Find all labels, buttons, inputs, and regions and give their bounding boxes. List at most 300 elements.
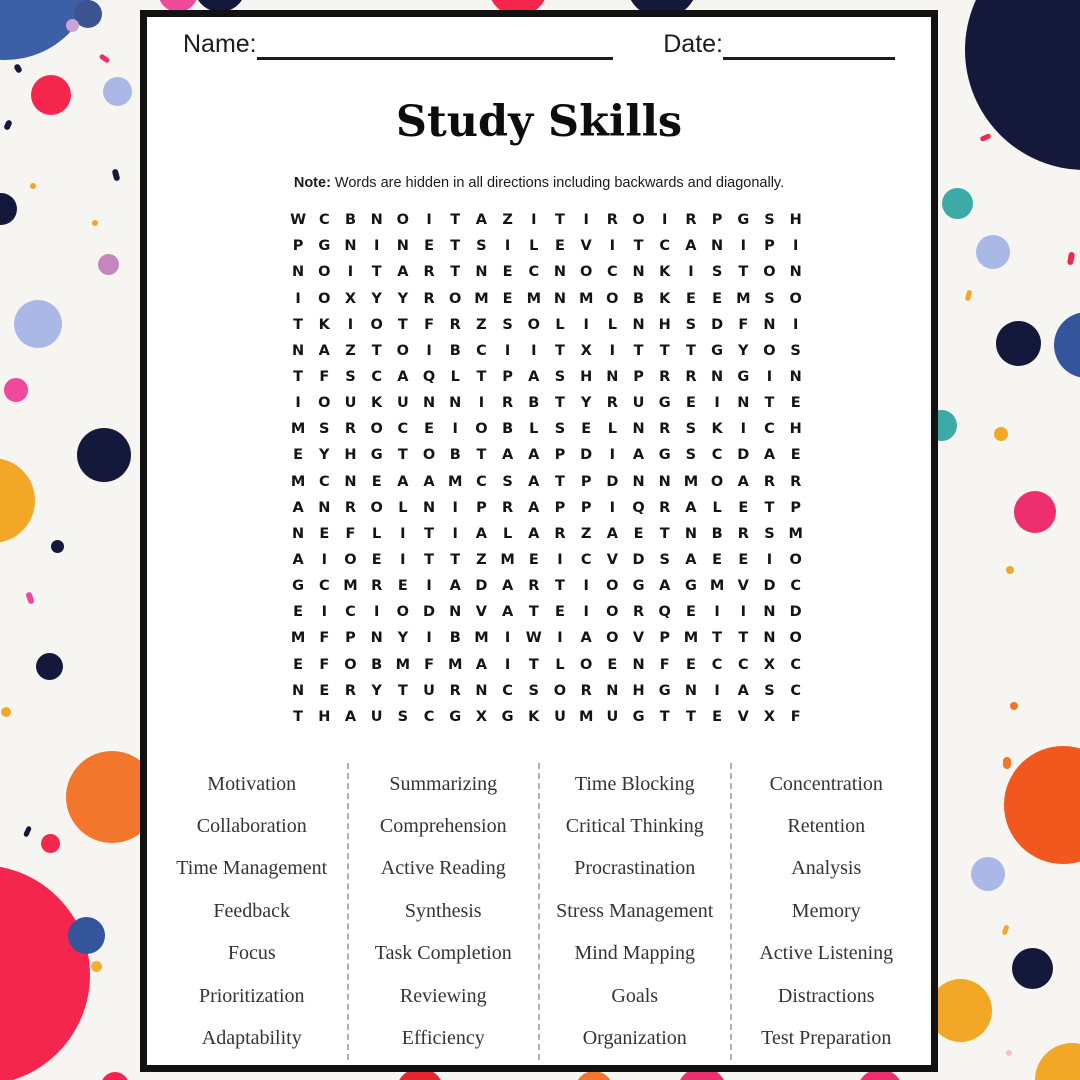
grid-letter[interactable]: O (318, 264, 331, 281)
grid-letter[interactable]: E (633, 525, 644, 542)
grid-letter[interactable]: C (659, 238, 671, 255)
grid-letter[interactable]: W (525, 630, 542, 647)
grid-letter[interactable]: I (557, 552, 563, 569)
grid-letter[interactable]: F (659, 656, 670, 673)
grid-letter[interactable]: A (737, 682, 749, 699)
grid-letter[interactable]: R (685, 369, 697, 386)
grid-letter[interactable]: I (714, 682, 720, 699)
grid-letter[interactable]: S (685, 447, 697, 464)
grid-letter[interactable]: S (502, 473, 513, 490)
grid-letter[interactable]: O (606, 604, 619, 621)
grid-letter[interactable]: D (423, 604, 436, 621)
grid-letter[interactable]: E (685, 395, 696, 412)
grid-letter[interactable]: Y (371, 682, 382, 699)
grid-letter[interactable]: I (452, 499, 458, 516)
grid-letter[interactable]: E (712, 290, 723, 307)
grid-letter[interactable]: I (347, 264, 354, 281)
grid-letter[interactable]: N (789, 369, 802, 386)
grid-letter[interactable]: R (632, 604, 645, 621)
grid-letter[interactable]: I (583, 316, 589, 333)
grid-letter[interactable]: A (606, 525, 618, 542)
grid-letter[interactable]: V (632, 630, 645, 647)
grid-letter[interactable]: M (683, 473, 699, 490)
grid-letter[interactable]: N (370, 212, 383, 229)
grid-letter[interactable]: L (529, 238, 539, 255)
grid-letter[interactable]: L (372, 525, 382, 542)
grid-letter[interactable]: I (662, 212, 668, 229)
grid-letter[interactable]: T (555, 473, 565, 490)
grid-letter[interactable]: C (318, 473, 330, 490)
grid-letter[interactable]: T (738, 264, 749, 281)
grid-letter[interactable]: C (580, 552, 592, 569)
grid-letter[interactable]: S (685, 316, 697, 333)
grid-letter[interactable]: C (711, 447, 723, 464)
grid-letter[interactable]: N (658, 473, 671, 490)
grid-letter[interactable]: U (344, 395, 357, 412)
grid-letter[interactable]: G (711, 342, 724, 359)
grid-letter[interactable]: P (345, 630, 356, 647)
grid-letter[interactable]: R (423, 290, 435, 307)
grid-letter[interactable]: P (764, 238, 775, 255)
grid-letter[interactable]: T (397, 316, 408, 333)
grid-letter[interactable]: N (684, 525, 697, 542)
grid-letter[interactable]: N (292, 264, 305, 281)
grid-letter[interactable]: Y (371, 290, 382, 307)
grid-letter[interactable]: M (290, 421, 306, 438)
grid-letter[interactable]: C (711, 656, 723, 673)
grid-letter[interactable]: T (528, 656, 539, 673)
grid-letter[interactable]: N (684, 682, 697, 699)
grid-letter[interactable]: M (448, 656, 463, 673)
grid-letter[interactable]: X (763, 656, 776, 673)
grid-letter[interactable]: R (659, 421, 671, 438)
grid-letter[interactable]: P (502, 369, 513, 386)
grid-letter[interactable]: Y (319, 447, 330, 464)
grid-letter[interactable]: K (528, 708, 540, 725)
grid-letter[interactable]: A (501, 578, 514, 595)
grid-letter[interactable]: B (449, 447, 461, 464)
grid-letter[interactable]: T (633, 238, 644, 255)
grid-letter[interactable]: I (609, 499, 616, 516)
grid-letter[interactable]: T (293, 369, 304, 386)
grid-letter[interactable]: D (789, 604, 802, 621)
grid-letter[interactable]: I (373, 238, 380, 255)
grid-letter[interactable]: T (555, 342, 565, 359)
grid-letter[interactable]: T (685, 342, 696, 359)
grid-letter[interactable]: M (578, 708, 594, 725)
grid-letter[interactable]: T (371, 264, 382, 281)
grid-letter[interactable]: F (424, 656, 434, 673)
grid-letter[interactable]: G (684, 578, 697, 595)
grid-letter[interactable]: A (685, 499, 697, 516)
grid-letter[interactable]: T (633, 342, 644, 359)
grid-letter[interactable]: B (528, 395, 540, 412)
grid-letter[interactable]: R (790, 473, 802, 490)
grid-letter[interactable]: M (526, 290, 541, 307)
grid-letter[interactable]: Z (580, 525, 592, 542)
grid-letter[interactable]: C (371, 369, 382, 386)
grid-letter[interactable]: C (476, 473, 487, 490)
grid-letter[interactable]: A (397, 473, 409, 490)
grid-letter[interactable]: Y (397, 630, 409, 647)
grid-letter[interactable]: C (502, 682, 513, 699)
grid-letter[interactable]: E (397, 578, 408, 595)
grid-letter[interactable]: V (737, 578, 749, 595)
grid-letter[interactable]: N (449, 604, 462, 621)
grid-letter[interactable]: O (370, 316, 383, 333)
grid-letter[interactable]: S (790, 342, 801, 359)
grid-letter[interactable]: I (452, 525, 458, 542)
grid-letter[interactable]: D (711, 316, 724, 333)
grid-letter[interactable]: N (553, 264, 567, 281)
grid-letter[interactable]: I (792, 316, 799, 333)
grid-letter[interactable]: N (632, 421, 645, 438)
grid-letter[interactable]: E (712, 552, 723, 569)
grid-letter[interactable]: R (659, 369, 671, 386)
grid-letter[interactable]: R (423, 264, 435, 281)
grid-letter[interactable]: K (371, 395, 383, 412)
grid-letter[interactable]: I (504, 656, 511, 673)
grid-letter[interactable]: O (318, 290, 331, 307)
grid-letter[interactable]: E (685, 290, 696, 307)
grid-letter[interactable]: O (606, 290, 619, 307)
grid-letter[interactable]: I (609, 447, 616, 464)
grid-letter[interactable]: T (293, 708, 304, 725)
grid-letter[interactable]: K (318, 316, 330, 333)
grid-letter[interactable]: N (318, 499, 331, 516)
grid-letter[interactable]: M (500, 552, 515, 569)
grid-letter[interactable]: N (475, 682, 488, 699)
grid-letter[interactable]: E (738, 552, 749, 569)
grid-letter[interactable]: T (685, 708, 696, 725)
grid-letter[interactable]: I (583, 212, 589, 229)
grid-letter[interactable]: V (606, 552, 618, 569)
grid-letter[interactable]: O (475, 421, 488, 438)
grid-letter[interactable]: N (763, 316, 776, 333)
grid-letter[interactable]: I (583, 578, 589, 595)
grid-letter[interactable]: A (528, 473, 540, 490)
grid-letter[interactable]: U (632, 395, 645, 412)
grid-letter[interactable]: Y (397, 290, 409, 307)
grid-letter[interactable]: A (528, 499, 540, 516)
grid-letter[interactable]: N (344, 238, 357, 255)
grid-letter[interactable]: F (319, 369, 330, 386)
grid-letter[interactable]: N (475, 264, 488, 281)
grid-letter[interactable]: R (554, 525, 566, 542)
grid-letter[interactable]: I (504, 342, 511, 359)
grid-letter[interactable]: N (422, 395, 436, 412)
grid-letter[interactable]: T (659, 525, 670, 542)
grid-letter[interactable]: S (476, 238, 487, 255)
grid-letter[interactable]: E (607, 656, 618, 673)
grid-letter[interactable]: O (370, 499, 383, 516)
grid-letter[interactable]: A (737, 473, 749, 490)
grid-letter[interactable]: A (475, 656, 488, 673)
grid-letter[interactable]: H (580, 369, 593, 386)
grid-letter[interactable]: P (554, 499, 566, 516)
grid-letter[interactable]: E (293, 656, 304, 673)
grid-letter[interactable]: I (321, 552, 327, 569)
grid-letter[interactable]: O (449, 290, 462, 307)
grid-letter[interactable]: F (424, 316, 434, 333)
grid-letter[interactable]: B (711, 525, 723, 542)
grid-letter[interactable]: F (319, 630, 330, 647)
grid-letter[interactable]: A (528, 447, 540, 464)
grid-letter[interactable]: M (709, 578, 725, 595)
grid-letter[interactable]: I (347, 316, 354, 333)
grid-letter[interactable]: G (737, 212, 750, 229)
grid-letter[interactable]: I (426, 212, 432, 229)
grid-letter[interactable]: P (659, 630, 671, 647)
grid-letter[interactable]: D (606, 473, 619, 490)
grid-letter[interactable]: E (424, 421, 434, 438)
grid-letter[interactable]: D (475, 578, 488, 595)
grid-letter[interactable]: I (478, 395, 485, 412)
grid-letter[interactable]: S (528, 682, 539, 699)
grid-letter[interactable]: I (504, 630, 511, 647)
grid-letter[interactable]: I (766, 552, 773, 569)
grid-letter[interactable]: R (371, 578, 383, 595)
grid-letter[interactable]: N (632, 264, 645, 281)
grid-letter[interactable]: H (318, 708, 331, 725)
grid-letter[interactable]: O (579, 264, 593, 281)
grid-letter[interactable]: T (738, 630, 749, 647)
grid-letter[interactable]: I (609, 342, 616, 359)
grid-letter[interactable]: I (740, 421, 746, 438)
grid-letter[interactable]: N (763, 604, 776, 621)
grid-letter[interactable]: Z (502, 212, 513, 229)
grid-letter[interactable]: B (371, 656, 383, 673)
grid-letter[interactable]: G (658, 395, 671, 412)
grid-letter[interactable]: E (319, 682, 330, 699)
grid-letter[interactable]: R (344, 421, 357, 438)
word-search-grid[interactable] (285, 207, 809, 730)
grid-letter[interactable]: E (790, 395, 801, 412)
grid-letter[interactable]: V (580, 238, 592, 255)
grid-letter[interactable]: G (292, 578, 305, 595)
grid-letter[interactable]: T (476, 447, 487, 464)
grid-letter[interactable]: E (319, 525, 330, 542)
grid-letter[interactable]: L (712, 499, 722, 516)
grid-letter[interactable]: T (476, 369, 487, 386)
grid-letter[interactable]: T (424, 525, 434, 542)
grid-letter[interactable]: O (370, 421, 383, 438)
grid-letter[interactable]: C (737, 656, 749, 673)
grid-letter[interactable]: Z (476, 316, 487, 333)
grid-letter[interactable]: N (737, 395, 750, 412)
grid-letter[interactable]: A (397, 369, 409, 386)
grid-letter[interactable]: I (557, 630, 563, 647)
grid-letter[interactable]: T (450, 264, 461, 281)
grid-letter[interactable]: T (659, 342, 670, 359)
grid-letter[interactable]: D (737, 447, 750, 464)
grid-letter[interactable]: A (475, 212, 488, 229)
grid-letter[interactable]: S (764, 525, 775, 542)
grid-letter[interactable]: A (580, 630, 592, 647)
grid-letter[interactable]: W (290, 212, 307, 229)
grid-letter[interactable]: N (711, 369, 724, 386)
grid-letter[interactable]: S (711, 264, 723, 281)
grid-letter[interactable]: F (790, 708, 801, 725)
grid-letter[interactable]: S (554, 369, 566, 386)
grid-letter[interactable]: G (632, 578, 645, 595)
grid-letter[interactable]: A (659, 578, 671, 595)
grid-letter[interactable]: E (293, 604, 304, 621)
grid-letter[interactable]: O (553, 682, 567, 699)
grid-letter[interactable]: N (606, 369, 619, 386)
grid-letter[interactable]: P (633, 369, 644, 386)
grid-letter[interactable]: E (424, 238, 434, 255)
grid-letter[interactable]: A (685, 238, 697, 255)
grid-letter[interactable]: C (607, 264, 618, 281)
grid-letter[interactable]: A (528, 525, 540, 542)
grid-letter[interactable]: R (502, 395, 514, 412)
grid-letter[interactable]: T (659, 708, 670, 725)
grid-letter[interactable]: C (790, 578, 801, 595)
grid-letter[interactable]: S (764, 290, 775, 307)
grid-letter[interactable]: I (531, 342, 537, 359)
grid-letter[interactable]: G (501, 708, 514, 725)
grid-letter[interactable]: M (578, 290, 594, 307)
grid-letter[interactable]: E (581, 421, 592, 438)
name-blank-line[interactable] (257, 31, 614, 60)
grid-letter[interactable]: I (531, 212, 537, 229)
grid-letter[interactable]: Q (632, 499, 645, 516)
grid-letter[interactable]: U (554, 708, 566, 725)
grid-letter[interactable]: O (396, 212, 409, 229)
grid-letter[interactable]: S (554, 421, 566, 438)
grid-letter[interactable]: O (606, 630, 619, 647)
grid-letter[interactable]: B (449, 342, 461, 359)
grid-letter[interactable]: T (424, 552, 434, 569)
grid-letter[interactable]: O (710, 473, 724, 490)
grid-letter[interactable]: O (527, 316, 540, 333)
grid-letter[interactable]: O (632, 212, 645, 229)
grid-letter[interactable]: C (345, 604, 356, 621)
grid-letter[interactable]: M (343, 578, 358, 595)
grid-letter[interactable]: U (396, 395, 409, 412)
grid-letter[interactable]: O (789, 290, 802, 307)
grid-letter[interactable]: A (528, 369, 540, 386)
grid-letter[interactable]: Q (422, 369, 436, 386)
grid-letter[interactable]: A (632, 447, 645, 464)
grid-letter[interactable]: R (528, 578, 540, 595)
grid-letter[interactable]: C (528, 264, 540, 281)
grid-letter[interactable]: G (632, 708, 645, 725)
grid-letter[interactable]: P (554, 447, 566, 464)
grid-letter[interactable]: S (659, 552, 670, 569)
grid-letter[interactable]: I (426, 578, 432, 595)
grid-letter[interactable]: N (632, 473, 645, 490)
grid-letter[interactable]: O (763, 264, 776, 281)
grid-letter[interactable]: P (580, 499, 592, 516)
grid-letter[interactable]: T (371, 342, 382, 359)
grid-letter[interactable]: S (397, 708, 409, 725)
grid-letter[interactable]: N (292, 525, 305, 542)
grid-letter[interactable]: O (422, 447, 436, 464)
grid-letter[interactable]: N (292, 682, 305, 699)
grid-letter[interactable]: I (426, 630, 432, 647)
grid-letter[interactable]: N (763, 630, 776, 647)
grid-letter[interactable]: L (607, 421, 617, 438)
grid-letter[interactable]: T (450, 238, 461, 255)
grid-letter[interactable]: I (740, 238, 746, 255)
grid-letter[interactable]: I (452, 421, 458, 438)
grid-letter[interactable]: I (426, 342, 432, 359)
grid-letter[interactable]: X (475, 708, 487, 725)
grid-letter[interactable]: I (792, 238, 799, 255)
grid-letter[interactable]: U (606, 708, 619, 725)
grid-letter[interactable]: R (685, 212, 697, 229)
grid-letter[interactable]: B (344, 212, 356, 229)
grid-letter[interactable]: E (738, 499, 749, 516)
grid-letter[interactable]: B (502, 421, 514, 438)
grid-letter[interactable]: N (711, 238, 724, 255)
grid-letter[interactable]: K (659, 264, 671, 281)
grid-letter[interactable]: C (318, 578, 330, 595)
grid-letter[interactable]: L (607, 316, 617, 333)
grid-letter[interactable]: R (659, 499, 671, 516)
grid-letter[interactable]: A (685, 552, 697, 569)
grid-letter[interactable]: T (555, 395, 565, 412)
grid-letter[interactable]: U (370, 708, 383, 725)
grid-letter[interactable]: M (474, 290, 489, 307)
grid-letter[interactable]: S (345, 369, 356, 386)
grid-letter[interactable]: U (423, 682, 435, 699)
grid-letter[interactable]: O (789, 630, 802, 647)
grid-letter[interactable]: R (449, 682, 461, 699)
grid-letter[interactable]: H (632, 682, 645, 699)
grid-letter[interactable]: H (789, 421, 802, 438)
grid-letter[interactable]: X (763, 708, 776, 725)
grid-letter[interactable]: F (319, 656, 330, 673)
grid-letter[interactable]: R (580, 682, 592, 699)
grid-letter[interactable]: I (295, 395, 301, 412)
grid-letter[interactable]: N (370, 630, 383, 647)
grid-letter[interactable]: E (371, 473, 382, 490)
grid-letter[interactable]: K (711, 421, 723, 438)
grid-letter[interactable]: A (292, 552, 304, 569)
grid-letter[interactable]: C (476, 342, 487, 359)
grid-letter[interactable]: C (397, 421, 409, 438)
grid-letter[interactable]: A (501, 447, 514, 464)
grid-letter[interactable]: N (789, 264, 802, 281)
grid-letter[interactable]: A (344, 708, 357, 725)
grid-letter[interactable]: V (475, 604, 488, 621)
grid-letter[interactable]: A (501, 604, 514, 621)
grid-letter[interactable]: I (295, 290, 301, 307)
grid-letter[interactable]: O (318, 395, 331, 412)
grid-letter[interactable]: T (764, 395, 775, 412)
grid-letter[interactable]: N (396, 238, 409, 255)
grid-letter[interactable]: N (553, 290, 567, 307)
grid-letter[interactable]: E (712, 708, 723, 725)
grid-letter[interactable]: O (789, 552, 802, 569)
grid-letter[interactable]: G (370, 447, 383, 464)
grid-letter[interactable]: R (344, 682, 357, 699)
grid-letter[interactable]: O (763, 342, 776, 359)
grid-letter[interactable]: L (502, 525, 513, 542)
grid-letter[interactable]: M (290, 473, 306, 490)
grid-letter[interactable]: D (580, 447, 593, 464)
grid-letter[interactable]: C (423, 708, 435, 725)
grid-letter[interactable]: B (633, 290, 645, 307)
grid-letter[interactable]: M (290, 630, 306, 647)
grid-letter[interactable]: A (318, 342, 330, 359)
grid-letter[interactable]: H (789, 212, 802, 229)
grid-letter[interactable]: N (422, 499, 436, 516)
grid-letter[interactable]: C (764, 421, 775, 438)
